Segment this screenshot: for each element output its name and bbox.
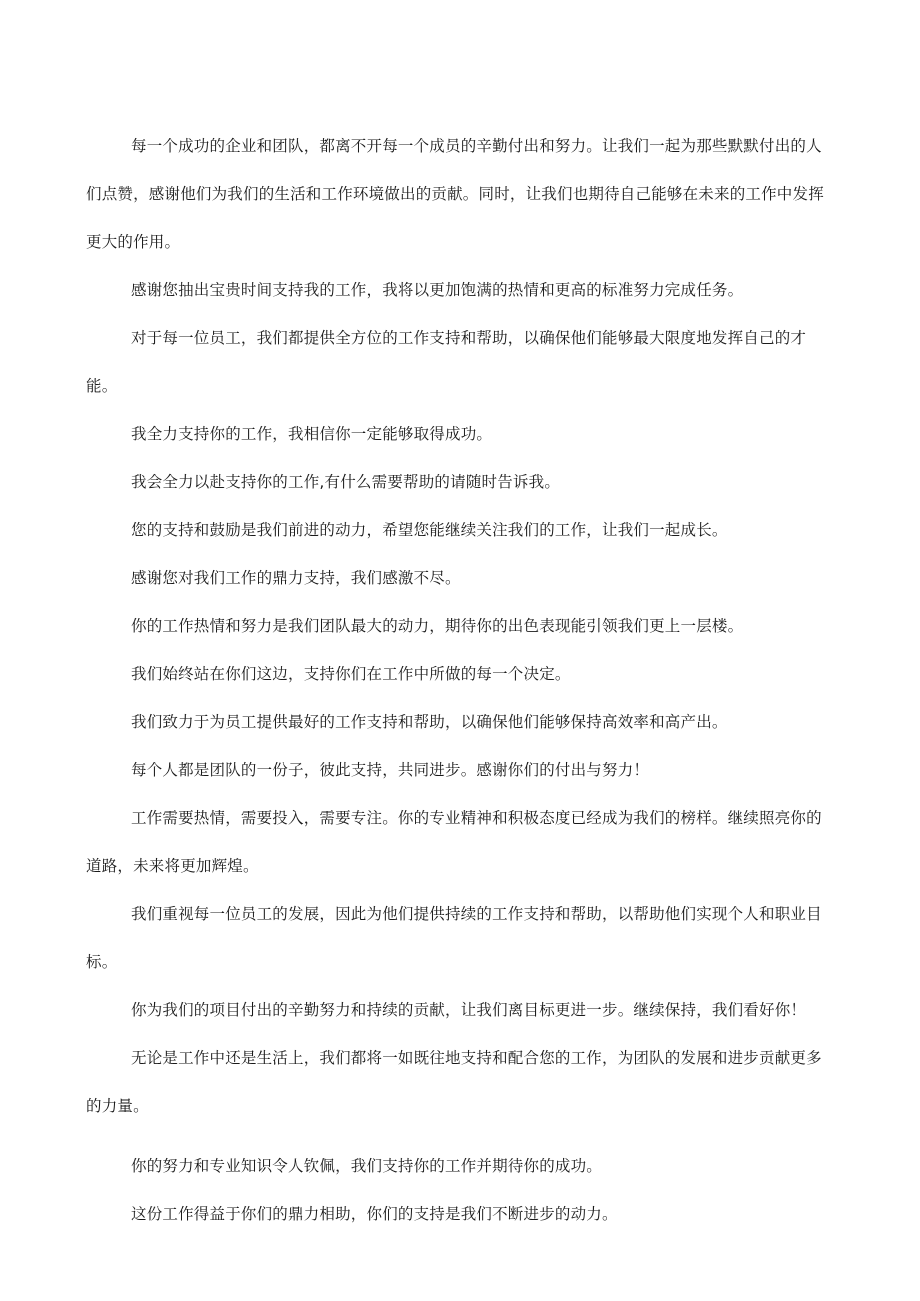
paragraph-5: 我会全力以赴支持你的工作,有什么需要帮助的请随时告诉我。 bbox=[131, 473, 561, 491]
paragraph-2: 感谢您抽出宝贵时间支持我的工作，我将以更加饱满的热情和更高的标准努力完成任务。 bbox=[131, 281, 744, 299]
paragraph-14: 你为我们的项目付出的辛勤努力和持续的贡献，让我们离目标更进一步。继续保持，我们看好你！ bbox=[131, 1001, 807, 1019]
paragraph-9: 我们始终站在你们这边，支持你们在工作中所做的每一个决定。 bbox=[131, 665, 571, 683]
paragraph-8: 你的工作热情和努力是我们团队最大的动力，期待你的出色表现能引领我们更上一层楼。 bbox=[131, 617, 744, 635]
paragraph-15: 无论是工作中还是生活上，我们都将一如既往地支持和配合您的工作，为团队的发展和进步贡献更多的力量。 bbox=[86, 1049, 822, 1115]
paragraph-3: 对于每一位员工，我们都提供全方位的工作支持和帮助，以确保他们能够最大限度地发挥自己的才能。 bbox=[86, 329, 807, 395]
paragraph-1: 每一个成功的企业和团队，都离不开每一个成员的辛勤付出和努力。让我们一起为那些默默付出的人们点赞，感谢他们为我们的生活和工作环境做出的贡献。同时，让我们也期待自己能够在未来的工作中发挥更大的作用。 bbox=[86, 137, 824, 251]
paragraph-6: 您的支持和鼓励是我们前进的动力，希望您能继续关注我们的工作，让我们一起成长。 bbox=[131, 521, 728, 539]
paragraph-4: 我全力支持你的工作，我相信你一定能够取得成功。 bbox=[131, 425, 493, 443]
paragraph-7: 感谢您对我们工作的鼎力支持，我们感激不尽。 bbox=[131, 569, 461, 587]
paragraph-11: 每个人都是团队的一份子，彼此支持，共同进步。感谢你们的付出与努力！ bbox=[131, 761, 650, 779]
paragraph-10: 我们致力于为员工提供最好的工作支持和帮助，以确保他们能够保持高效率和高产出。 bbox=[131, 713, 728, 731]
paragraph-13: 我们重视每一位员工的发展，因此为他们提供持续的工作支持和帮助，以帮助他们实现个人和职业目标。 bbox=[86, 905, 822, 971]
document-body bbox=[86, 122, 834, 1238]
paragraph-16: 你的努力和专业知识令人钦佩，我们支持你的工作并期待你的成功。 bbox=[131, 1157, 603, 1175]
paragraph-12: 工作需要热情，需要投入，需要专注。你的专业精神和积极态度已经成为我们的榜样。继续照亮你的道路，未来将更加辉煌。 bbox=[86, 809, 822, 875]
paragraph-17: 这份工作得益于你们的鼎力相助，你们的支持是我们不断进步的动力。 bbox=[131, 1205, 618, 1223]
